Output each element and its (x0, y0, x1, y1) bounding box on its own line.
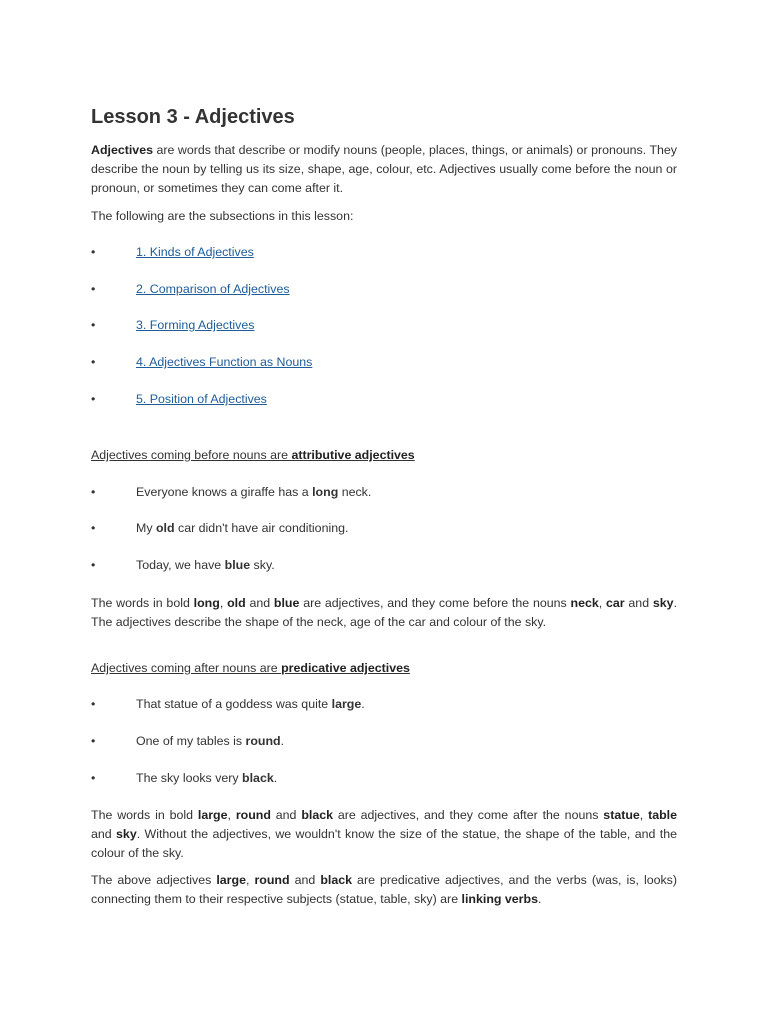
subsections-lead: The following are the subsections in this lesson: (91, 209, 354, 223)
bullet-icon: • (91, 485, 96, 499)
intro-term: Adjectives (91, 143, 153, 157)
attributive-heading-text: Adjectives coming before nouns are (91, 448, 292, 462)
linking-verbs-paragraph: The above adjectives large, round and black are predicative adjectives, and the verbs (was, is, looks) connecting them to their respective subjects (statue, table, sky) are linking verbs. (91, 873, 677, 906)
bullet-icon: • (91, 697, 96, 711)
example-sentence: My old car didn't have air conditioning. (136, 521, 349, 535)
example-sentence: Everyone knows a giraffe has a long neck. (136, 485, 372, 499)
attributive-explanation: The words in bold long, old and blue are adjectives, and they come before the nouns neck, car and sky. The adjectives describe the shape of the neck, age of the car and colour of the sky. (91, 596, 678, 629)
predicative-heading-term: predicative adjectives (281, 661, 410, 675)
example-sentence: That statue of a goddess was quite large. (136, 697, 365, 711)
bullet-icon: • (91, 318, 96, 332)
bullet-icon: • (91, 734, 96, 748)
subsection-link-forming[interactable]: 3. Forming Adjectives (136, 318, 255, 332)
subsection-link-function-as-nouns[interactable]: 4. Adjectives Function as Nouns (136, 355, 313, 369)
bullet-icon: • (91, 392, 96, 406)
example-sentence: One of my tables is round. (136, 734, 285, 748)
bullet-icon: • (91, 245, 96, 259)
intro-text: are words that describe or modify nouns (people, places, things, or animals) or pronouns. They describe the noun by telling us its size, shape, age, colour, etc. Adjectives usually come before the noun or pronoun, or sometimes they can come after it. (91, 143, 677, 195)
page-title: Lesson 3 - Adjectives (91, 106, 295, 128)
predicative-heading-text: Adjectives coming after nouns are (91, 661, 282, 675)
bullet-icon: • (91, 521, 96, 535)
bullet-icon: • (91, 771, 96, 785)
intro-paragraph (91, 141, 677, 198)
predicative-explanation: The words in bold large, round and black are adjectives, and they come after the nouns statue, table and sky. Without the adjectives, we wouldn't know the size of the statue, the shape of the table, and the colour of the sky. (91, 808, 678, 860)
subsection-link-position[interactable]: 5. Position of Adjectives (136, 392, 267, 406)
attributive-heading-term: attributive adjectives (291, 448, 415, 462)
bullet-icon: • (91, 355, 96, 369)
subsection-link-kinds[interactable]: 1. Kinds of Adjectives (136, 245, 254, 259)
example-sentence: The sky looks very black. (136, 771, 278, 785)
attributive-heading (91, 445, 415, 465)
bullet-icon: • (91, 282, 96, 296)
bullet-icon: • (91, 558, 96, 572)
predicative-heading (91, 658, 410, 678)
subsection-link-comparison[interactable]: 2. Comparison of Adjectives (136, 282, 290, 296)
example-sentence: Today, we have blue sky. (136, 558, 275, 572)
